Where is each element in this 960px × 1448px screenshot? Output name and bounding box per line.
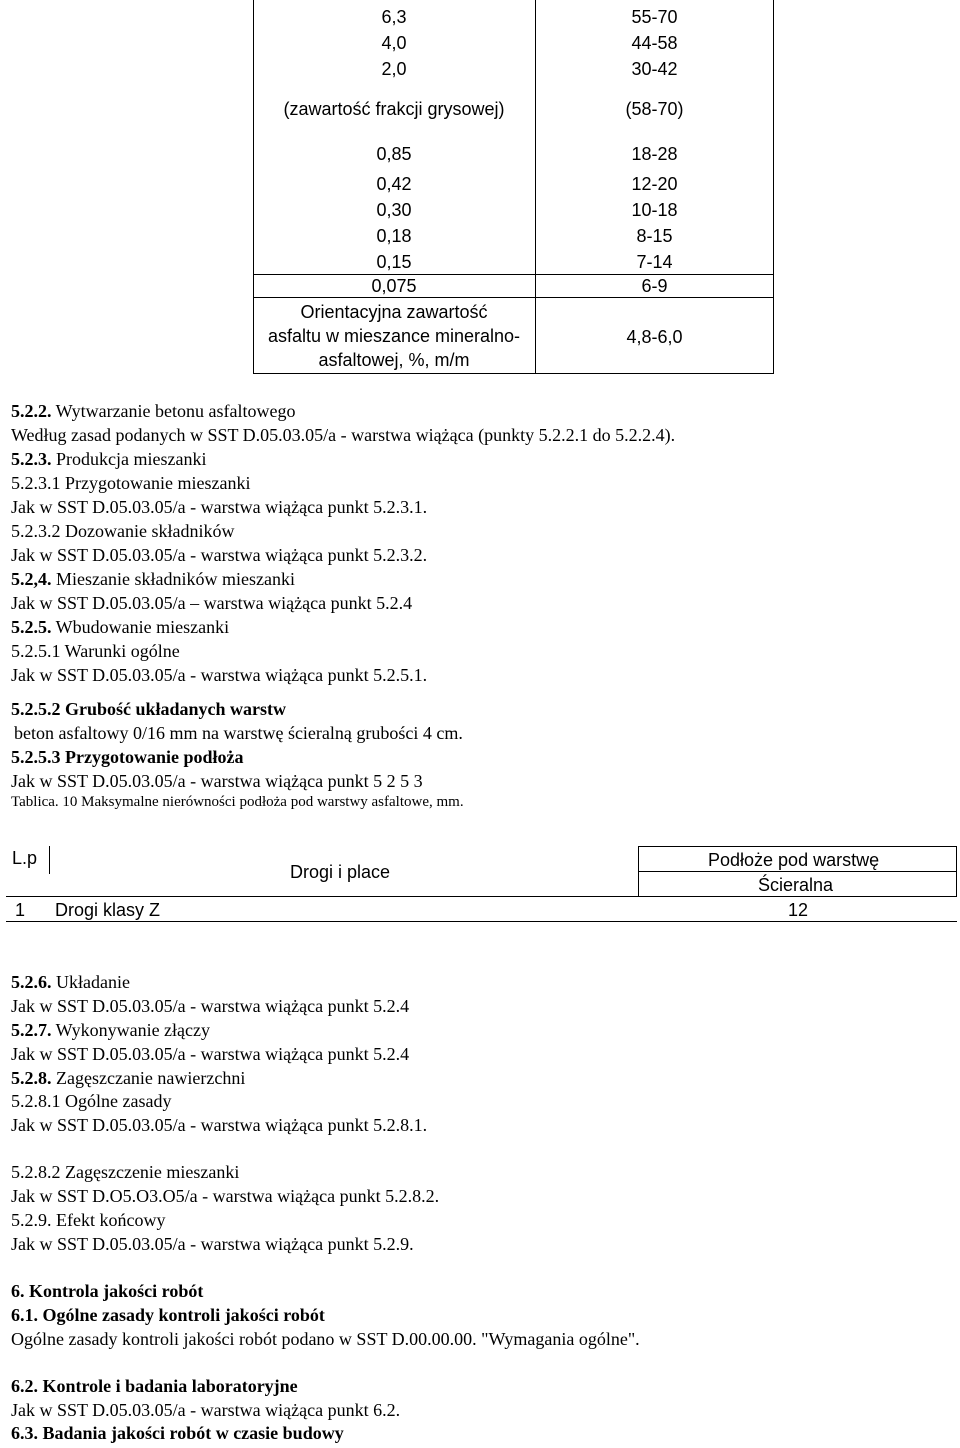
section-body: Jak w SST D.05.03.05/a - warstwa wiążąca punkt 5.2.3.2.	[11, 545, 428, 565]
section-heading-5-2-4: 5.2,4. Mieszanie składników mieszanki	[11, 569, 295, 589]
section-body: Jak w SST D.05.03.05/a - warstwa wiążąca punkt 5.2.8.1.	[11, 1115, 428, 1135]
section-body: Jak w SST D.05.03.05/a - warstwa wiążąca punkt 5.2.4	[11, 1044, 410, 1064]
section-heading-5-2-7: 5.2.7. Wykonywanie złączy	[11, 1020, 211, 1040]
sieve-cell: 6,3	[381, 7, 407, 27]
section-heading-5-2-8-1: 5.2.8.1 Ogólne zasady	[11, 1091, 172, 1111]
asphalt-content-range: 4,8-6,0	[626, 327, 683, 347]
grit-fraction-label: (zawartość frakcji grysowej)	[283, 99, 505, 119]
range-cell: 44-58	[631, 33, 678, 53]
section-heading-5-2-3-2: 5.2.3.2 Dozowanie składników	[11, 521, 235, 541]
section-body: Jak w SST D.05.03.05/a - warstwa wiążąca punkt 5.2.4	[11, 996, 410, 1016]
section-body: Jak w SST D.05.03.05/a - warstwa wiążąca punkt 6.2.	[11, 1400, 401, 1420]
section-heading-5-2-5: 5.2.5. Wbudowanie mieszanki	[11, 617, 230, 637]
column-header-roads: Drogi i place	[290, 862, 391, 882]
sieve-cell: 0,85	[376, 144, 412, 164]
section-heading-5-2-5-1: 5.2.5.1 Warunki ogólne	[11, 641, 180, 661]
section-heading-5-2-3: 5.2.3. Produkcja mieszanki	[11, 449, 207, 469]
column-header-lp: L.p	[12, 848, 38, 868]
range-cell: 30-42	[631, 59, 678, 79]
asphalt-label-line: asfaltu w mieszance mineralno-	[267, 326, 521, 346]
column-header-substrate: Podłoże pod warstwę	[708, 850, 880, 870]
row-number: 1	[15, 900, 26, 920]
section-heading-5-2-5-2: 5.2.5.2 Grubość układanych warstw	[11, 699, 287, 719]
asphalt-label-line: Orientacyjna zawartość	[300, 302, 488, 322]
section-heading-6-3: 6.3. Badania jakości robót w czasie budowy	[11, 1423, 344, 1443]
section-body: Jak w SST D.05.03.05/a - warstwa wiążąca punkt 5 2 5 3	[11, 771, 423, 791]
asphalt-content-label	[253, 300, 535, 372]
section-heading-6-2: 6.2. Kontrole i badania laboratoryjne	[11, 1376, 298, 1396]
irregularity-table	[6, 846, 957, 922]
section-body: Jak w SST D.05.03.05/a – warstwa wiążąca punkt 5.2.4	[11, 593, 413, 613]
asphalt-label-line: asfaltowej, %, m/m	[318, 350, 470, 370]
section-heading-6-1: 6.1. Ogólne zasady kontroli jakości robót	[11, 1305, 325, 1325]
range-cell: 7-14	[636, 252, 673, 272]
sieve-cell: 0,30	[376, 200, 412, 220]
section-heading-5-2-6: 5.2.6. Układanie	[11, 972, 130, 992]
range-cell: 12-20	[631, 174, 678, 194]
section-body: Jak w SST D.05.03.05/a - warstwa wiążąca punkt 5.2.3.1.	[11, 497, 428, 517]
sieve-cell: 4,0	[381, 33, 407, 53]
section-heading-5-2-2: 5.2.2. Wytwarzanie betonu asfaltowego	[11, 401, 296, 421]
sieve-cell: 0,18	[376, 226, 412, 246]
sieve-cell: 0,15	[376, 252, 412, 272]
row-value: 12	[788, 900, 809, 920]
range-cell: 55-70	[631, 7, 678, 27]
range-cell: 18-28	[631, 144, 678, 164]
section-body: Jak w SST D.05.03.05/a - warstwa wiążąca punkt 5.2.5.1.	[11, 665, 428, 685]
section-body: Jak w SST D.05.03.05/a - warstwa wiążąca punkt 5.2.9.	[11, 1234, 414, 1254]
row-road-class: Drogi klasy Z	[55, 900, 161, 920]
section-body: Ogólne zasady kontroli jakości robót podano w SST D.00.00.00. "Wymagania ogólne".	[11, 1329, 640, 1349]
section-body: Według zasad podanych w SST D.05.03.05/a - warstwa wiążąca (punkty 5.2.2.1 do 5.2.2.4).	[11, 425, 676, 445]
section-heading-5-2-8: 5.2.8. Zagęszczanie nawierzchni	[11, 1068, 246, 1088]
section-heading-5-2-5-3: 5.2.5.3 Przygotowanie podłoża	[11, 747, 244, 767]
section-body: Jak w SST D.O5.O3.O5/a - warstwa wiążąca punkt 5.2.8.2.	[11, 1186, 440, 1206]
range-cell: 6-9	[641, 276, 668, 296]
section-heading-6: 6. Kontrola jakości robót	[11, 1281, 204, 1301]
table-caption: Tablica. 10 Maksymalne nierówności podłoża pod warstwy asfaltowe, mm.	[11, 794, 464, 810]
section-heading-5-2-3-1: 5.2.3.1 Przygotowanie mieszanki	[11, 473, 251, 493]
section-heading-5-2-8-2: 5.2.8.2 Zagęszczenie mieszanki	[11, 1162, 240, 1182]
range-cell: 10-18	[631, 200, 678, 220]
column-header-wearing: Ścieralna	[758, 875, 834, 895]
grit-fraction-range: (58-70)	[625, 99, 684, 119]
range-cell: 8-15	[636, 226, 673, 246]
sieve-cell: 2,0	[381, 59, 407, 79]
section-body: beton asfaltowy 0/16 mm na warstwę ścieralną grubości 4 cm.	[14, 723, 463, 743]
sieve-cell: 0,42	[376, 174, 412, 194]
grading-table	[253, 0, 774, 374]
sieve-cell: 0,075	[371, 276, 417, 296]
section-heading-5-2-9: 5.2.9. Efekt końcowy	[11, 1210, 166, 1230]
